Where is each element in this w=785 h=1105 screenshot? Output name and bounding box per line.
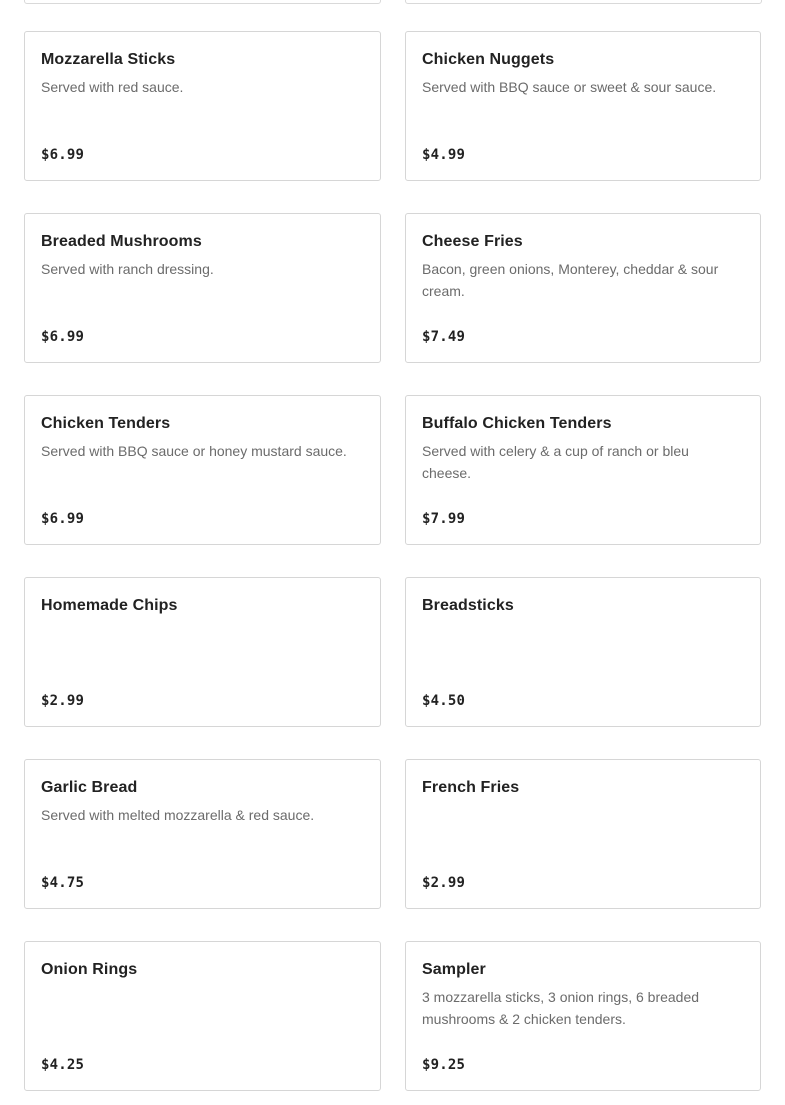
menu-item-description: Bacon, green onions, Monterey, cheddar & sour cream. xyxy=(422,261,719,299)
menu-item-price: $4.75 xyxy=(41,875,85,891)
menu-item-price: $6.99 xyxy=(41,511,85,527)
menu-item-name: Mozzarella Sticks xyxy=(41,51,176,68)
menu-item-description: 3 mozzarella sticks, 3 onion rings, 6 breaded mushrooms & 2 chicken tenders. xyxy=(422,989,700,1027)
menu-item-price: $2.99 xyxy=(41,693,85,709)
menu-item-name: Homemade Chips xyxy=(41,597,178,614)
menu-item-price: $4.25 xyxy=(41,1057,85,1073)
menu-item-description: Served with celery & a cup of ranch or bleu cheese. xyxy=(422,443,689,481)
menu-item-card[interactable] xyxy=(24,395,381,545)
menu-item-name: French Fries xyxy=(422,779,520,796)
menu-item-card-partial[interactable] xyxy=(405,0,762,4)
menu-item-name: Cheese Fries xyxy=(422,233,523,250)
menu-item-description: Served with BBQ sauce or sweet & sour sauce. xyxy=(422,79,717,95)
menu-item-card[interactable] xyxy=(405,577,761,727)
menu-item-price: $4.99 xyxy=(422,147,466,163)
menu-items-grid xyxy=(24,31,761,1091)
menu-item-card[interactable] xyxy=(405,395,761,545)
menu-item-name: Chicken Tenders xyxy=(41,415,171,432)
menu-item-name: Garlic Bread xyxy=(41,779,138,796)
menu-item-name: Buffalo Chicken Tenders xyxy=(422,415,612,432)
menu-item-name: Breaded Mushrooms xyxy=(41,233,202,250)
menu-item-price: $7.49 xyxy=(422,329,466,345)
menu-item-card[interactable] xyxy=(24,941,381,1091)
menu-item-card[interactable] xyxy=(405,213,761,363)
menu-item-card[interactable] xyxy=(24,577,381,727)
menu-item-card[interactable] xyxy=(405,31,761,181)
menu-item-card-partial[interactable] xyxy=(24,0,381,4)
menu-item-name: Chicken Nuggets xyxy=(422,51,555,68)
menu-item-card[interactable] xyxy=(405,759,761,909)
menu-item-description: Served with red sauce. xyxy=(41,79,184,95)
menu-item-description: Served with ranch dressing. xyxy=(41,261,214,277)
menu-item-description: Served with BBQ sauce or honey mustard sauce. xyxy=(41,443,347,459)
menu-item-name: Sampler xyxy=(422,961,486,978)
menu-item-description: Served with melted mozzarella & red sauce. xyxy=(41,807,315,823)
menu-item-card[interactable] xyxy=(24,31,381,181)
menu-item-price: $2.99 xyxy=(422,875,466,891)
menu-item-card[interactable] xyxy=(405,941,761,1091)
menu-item-price: $4.50 xyxy=(422,693,466,709)
menu-item-price: $6.99 xyxy=(41,147,85,163)
menu-item-price: $7.99 xyxy=(422,511,466,527)
menu-item-price: $6.99 xyxy=(41,329,85,345)
menu-item-price: $9.25 xyxy=(422,1057,466,1073)
menu-item-card[interactable] xyxy=(24,759,381,909)
menu-item-name: Onion Rings xyxy=(41,961,138,978)
menu-item-name: Breadsticks xyxy=(422,597,514,614)
menu-item-card[interactable] xyxy=(24,213,381,363)
